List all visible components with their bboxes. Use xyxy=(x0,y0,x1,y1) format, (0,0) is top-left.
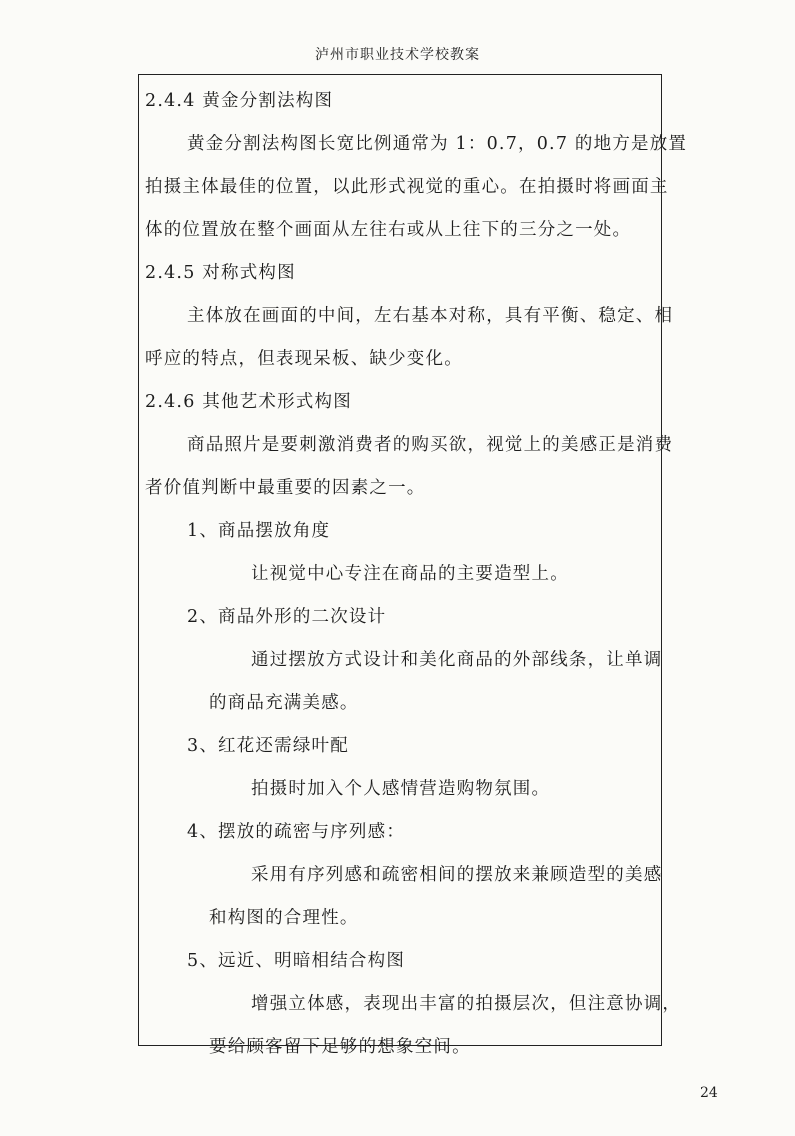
list-item-text: 要给顾客留下足够的想象空间。 xyxy=(209,1037,471,1057)
list-item-text: 的商品充满美感。 xyxy=(209,693,359,713)
list-item-text: 通过摆放方式设计和美化商品的外部线条，让单调 xyxy=(251,650,663,670)
list-item-text: 和构图的合理性。 xyxy=(209,908,359,928)
paragraph-line: 拍摄主体最佳的位置，以此形式视觉的重心。在拍摄时将画面主 xyxy=(145,177,669,197)
section-heading-2-4-6: 2.4.6 其他艺术形式构图 xyxy=(145,392,352,412)
list-item-heading: 1、商品摆放角度 xyxy=(187,521,331,541)
paragraph-line: 主体放在画面的中间，左右基本对称，具有平衡、稳定、相 xyxy=(187,306,674,326)
list-item-text: 增强立体感，表现出丰富的拍摄层次，但注意协调， xyxy=(251,994,682,1014)
paragraph-line: 呼应的特点，但表现呆板、缺少变化。 xyxy=(145,349,463,369)
paragraph-line: 黄金分割法构图长宽比例通常为 1：0.7，0.7 的地方是放置 xyxy=(187,134,688,154)
paragraph-line: 商品照片是要刺激消费者的购买欲，视觉上的美感正是消费 xyxy=(187,435,674,455)
paragraph-line: 者价值判断中最重要的因素之一。 xyxy=(145,478,426,498)
list-item-heading: 4、摆放的疏密与序列感： xyxy=(187,822,406,842)
list-item-heading: 5、远近、明暗相结合构图 xyxy=(187,951,406,971)
content-frame xyxy=(138,74,688,1057)
list-item-text: 采用有序列感和疏密相间的摆放来兼顾造型的美感 xyxy=(251,865,663,885)
list-item-text: 让视觉中心专注在商品的主要造型上。 xyxy=(251,564,569,584)
page-number: 24 xyxy=(700,1085,718,1101)
section-heading-2-4-4: 2.4.4 黄金分割法构图 xyxy=(145,91,334,111)
section-heading-2-4-5: 2.4.5 对称式构图 xyxy=(145,263,296,283)
list-item-heading: 3、红花还需绿叶配 xyxy=(187,736,349,756)
list-item-heading: 2、商品外形的二次设计 xyxy=(187,607,387,627)
list-item-text: 拍摄时加入个人感情营造购物氛围。 xyxy=(251,779,551,799)
page-header: 泸州市职业技术学校教案 xyxy=(315,47,480,63)
paragraph-line: 体的位置放在整个画面从左往右或从上往下的三分之一处。 xyxy=(145,220,632,240)
